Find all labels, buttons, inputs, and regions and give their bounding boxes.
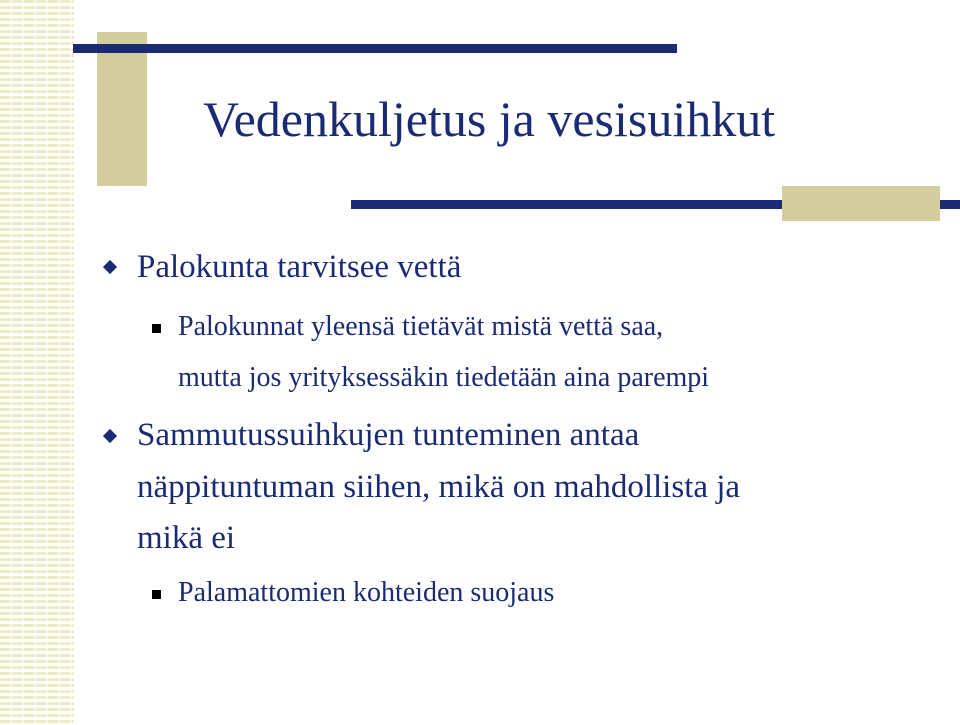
decorative-tan-block-bottom xyxy=(782,186,940,221)
slide-title: Vedenkuljetus ja vesisuihkut xyxy=(203,91,776,147)
sub-bullet-2-text: Palamattomien kohteiden suojaus xyxy=(178,577,555,608)
decorative-navy-line-top xyxy=(73,44,677,53)
decorative-stripe-margin xyxy=(0,0,74,725)
bullet-1-text: Palokunta tarvitsee vettä xyxy=(137,249,462,285)
square-bullet-icon xyxy=(152,590,161,599)
diamond-bullet-icon xyxy=(103,260,117,274)
bullet-2-line-1: Sammutussuihkujen tunteminen antaa xyxy=(137,417,640,453)
diamond-bullet-icon xyxy=(103,429,117,443)
bullet-2-line-2: näppituntuman siihen, mikä on mahdollista ja xyxy=(137,469,741,505)
square-bullet-icon xyxy=(152,324,161,333)
sub-bullet-1-line-2: mutta jos yrityksessäkin tiedetään aina parempi xyxy=(178,362,710,393)
bullet-2-line-3: mikä ei xyxy=(137,520,236,556)
decorative-tan-block-top xyxy=(97,32,147,186)
sub-bullet-1-line-1: Palokunnat yleensä tietävät mistä vettä saa, xyxy=(178,311,664,342)
